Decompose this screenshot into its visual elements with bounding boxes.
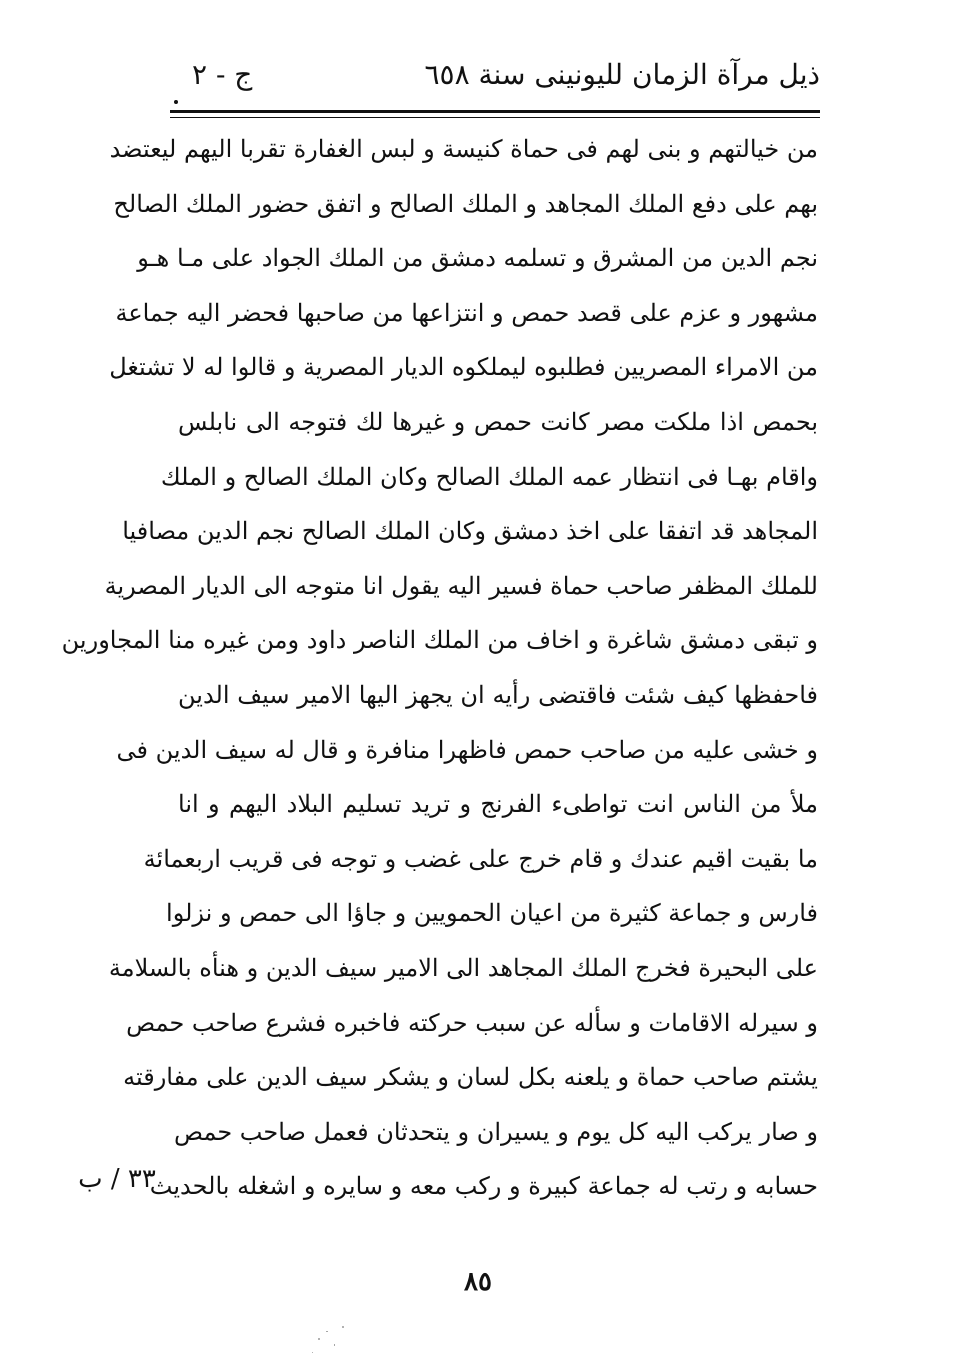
text-line: بهم على دفع الملك المجاهد و الملك الصالح و اتفق حضور الملك الصالح [113,189,818,218]
text-line: نجم الدين من المشرق و تسلمه دمشق من الملك الجواد على مـا هـو [137,244,818,273]
text-line: واقام بهـا فى انتظار عمه الملك الصالح وكان الملك الصالح و الملك [160,462,818,491]
text-line: فارس و جماعة كثيرة من اعيان الحمويين و جاؤا الى حمص و نزلوا [166,899,818,928]
book-title: ذيل مرآة الزمان لليونينى سنة ٦٥٨ [424,58,820,91]
text-line: من الامراء المصريين فطلبوه ليملكوه الديار المصرية و قالوا له لا تشتغل [109,353,818,382]
text-line: ملأ من الناس انت تواطىء الفرنج و تريد تسليم البلاد اليهم و انا [178,790,818,819]
text-line: ما بقيت اقيم عندك و قام خرج على غضب و توجه فى قريب اربعمائة [143,844,818,873]
page-number: ٨٥ [464,1267,492,1297]
header-rule-dot [174,100,178,104]
text-line: على البحيرة فخرج الملك المجاهد الى الامير سيف الدين و هنأه بالسلامة [108,953,818,982]
running-head [170,58,820,104]
header-rule-thin [170,117,820,118]
text-line: و تبقى دمشق شاغرة و اخاف من الملك الناصر داود ومن غيره منا المجاورين [61,626,818,655]
text-line: المجاهد قد اتفقا على اخذ دمشق وكان الملك الصالح نجم الدين مصافيا [122,517,818,546]
text-line: فاحفظها كيف شئت فاقتضى رأيه ان يجهز اليها الامير سيف الدين [178,680,818,709]
margin-folio-reference: ٣٣ / ب [78,1164,156,1194]
text-line: و صار يركب اليه كل يوم و يسيران و يتحدثان فعمل صاحب حمص [174,1117,818,1146]
text-line: يشتم صاحب حماة و يلعنه بكل لسان و يشكر سيف الدين على مفارقته [123,1063,818,1092]
text-line: و سيرله الاقامات و سأله عن سبب حركته فاخبره فشرع صاحب حمص [126,1008,818,1037]
header-rule-thick [170,110,820,113]
text-line: و خشى عليه من صاحب حمص فاظهرا منافرة و قال له سيف الدين فى [116,735,818,764]
text-line: من خيالتهم و بنى لهم فى حماة كنيسة و لبس الغفارة تقربا اليهم ليعتضد [109,135,818,163]
text-line: بحمص اذا ملكت مصر كانت حمص و غيرها لك فتوجه الى نابلس [178,407,818,436]
text-line: للملك المظفر صاحب حماة فسير اليه يقول انا متوجه الى الديار المصرية [104,571,818,600]
volume-number: ج - ٢ [192,58,253,91]
text-line: مشهور و عزم على قصد حمص و انتزاعها من صاحبها فحضر اليه جماعة [115,298,818,327]
text-line: حسابه و رتب له جماعة كبيرة و ركب معه و سايره و اشغله بالحديث [149,1172,818,1201]
